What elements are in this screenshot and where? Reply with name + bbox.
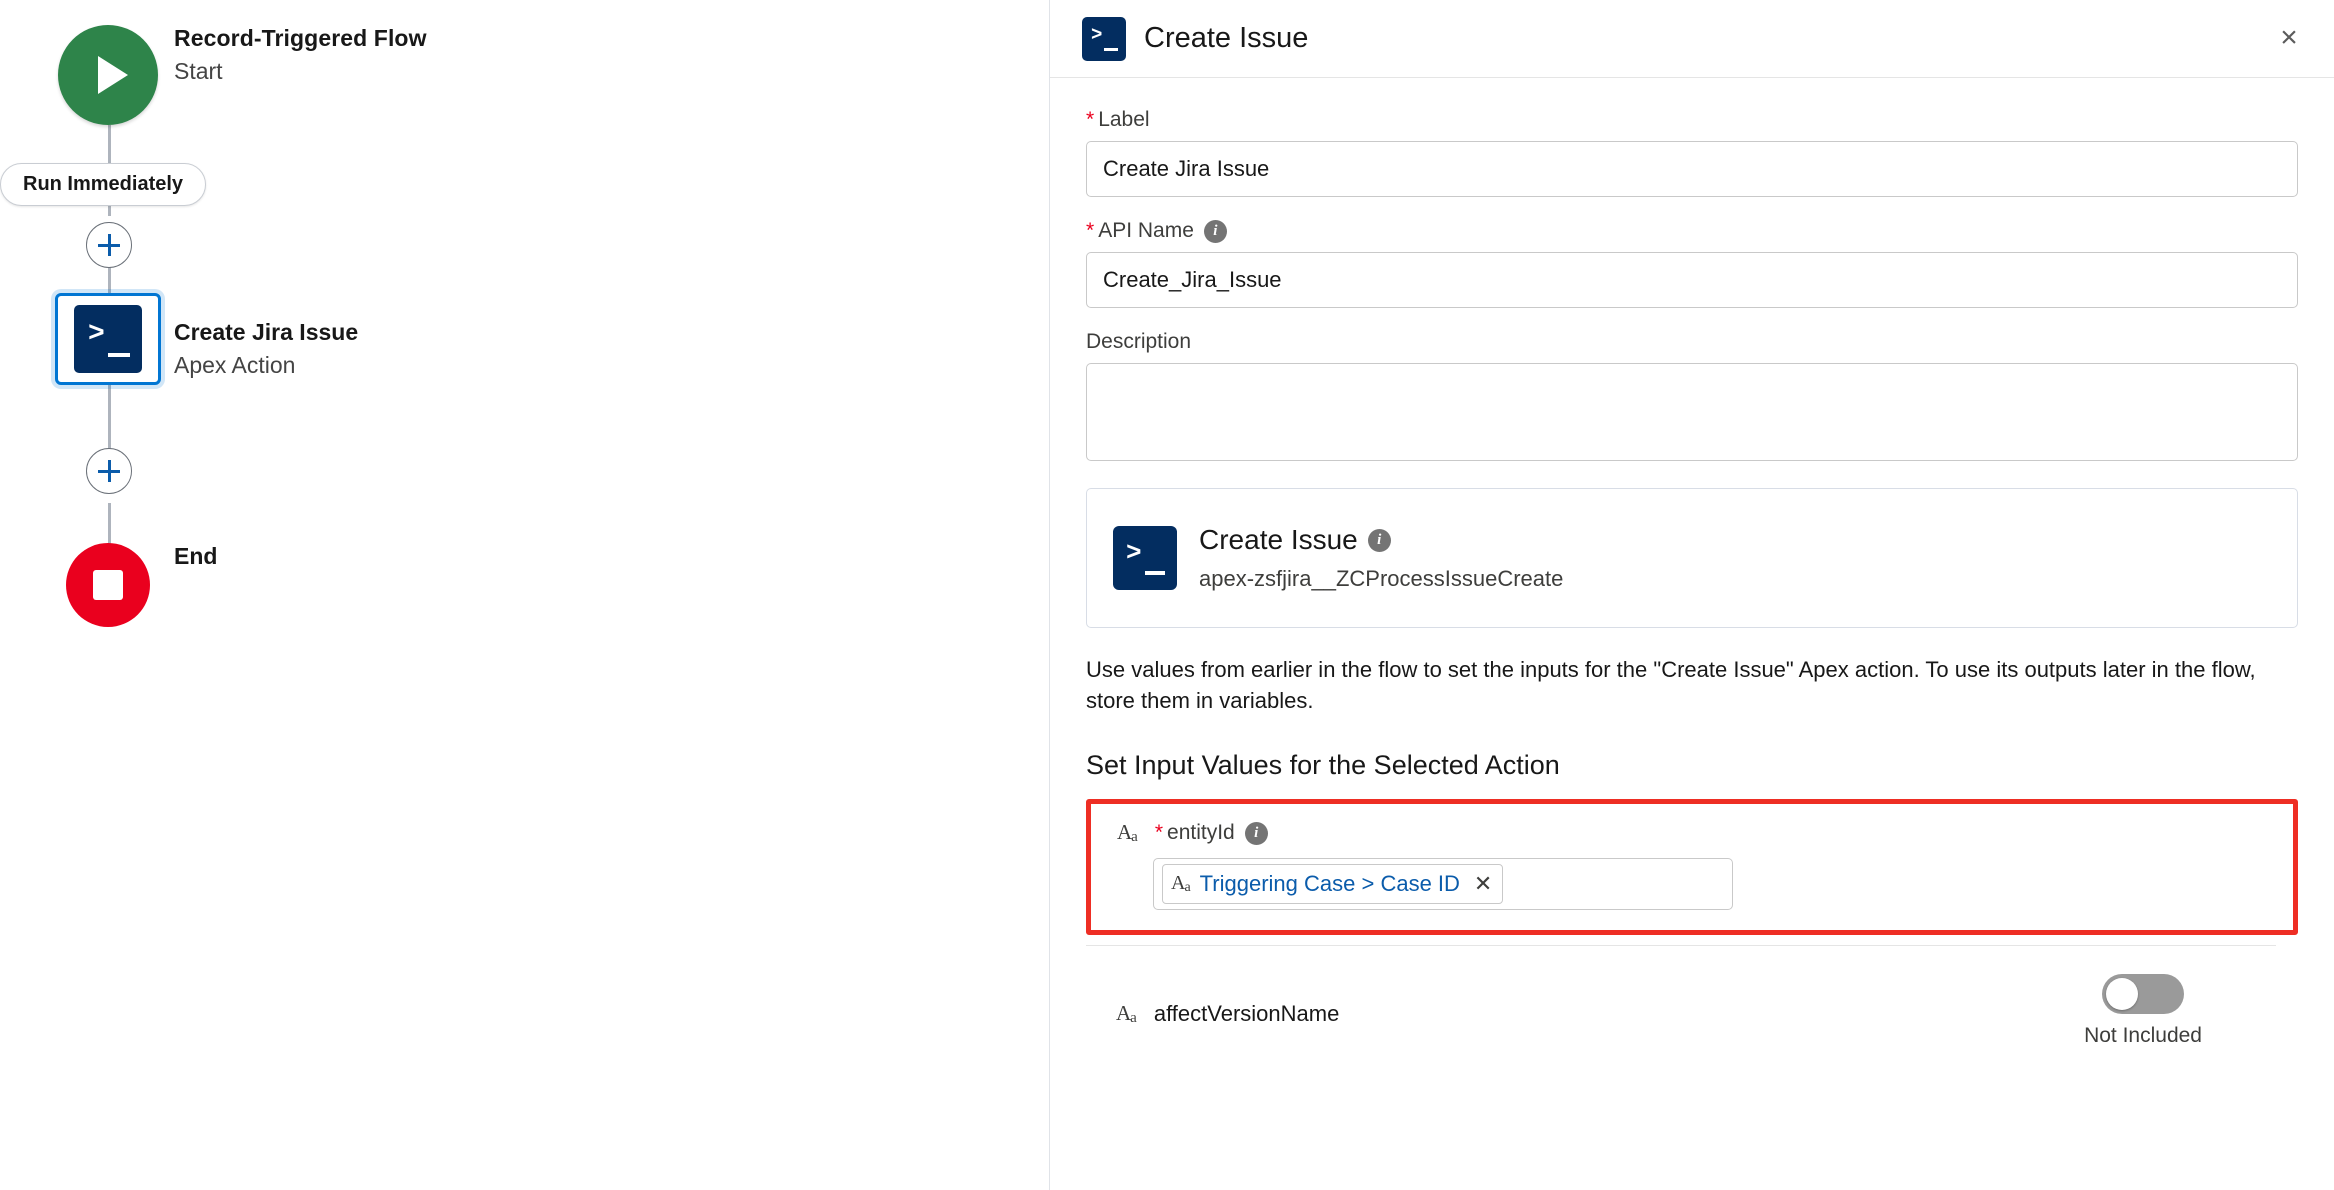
close-icon[interactable]: ✕ xyxy=(1473,871,1493,897)
flow-node-start[interactable] xyxy=(58,25,158,125)
description-field-label xyxy=(1086,330,2298,354)
connector-line xyxy=(108,125,111,165)
entityid-label-row xyxy=(1117,820,2267,846)
flow-node-create-jira-issue[interactable] xyxy=(55,293,161,385)
add-element-button-top[interactable] xyxy=(86,222,132,268)
connector-line xyxy=(108,385,111,457)
end-node-title: End xyxy=(174,543,218,569)
run-immediately-pill[interactable]: Run Immediately xyxy=(0,163,206,206)
entityid-combobox[interactable] xyxy=(1153,858,1733,910)
apex-action-icon: > xyxy=(74,305,142,373)
entityid-token-text: Triggering Case > Case ID xyxy=(1199,871,1460,897)
label-input[interactable] xyxy=(1086,141,2298,197)
info-icon[interactable]: i xyxy=(1245,822,1268,845)
api-name-field-label xyxy=(1086,219,2298,243)
description-textarea[interactable] xyxy=(1086,363,2298,461)
input-row-divider xyxy=(1086,945,2276,946)
api-name-input[interactable] xyxy=(1086,252,2298,308)
api-name-text: API Name xyxy=(1098,219,1194,242)
input-row-affectversionname xyxy=(1086,974,2298,1054)
panel-header xyxy=(1050,0,2334,78)
play-icon xyxy=(98,56,128,94)
section-title-input-values: Set Input Values for the Selected Action xyxy=(1086,750,1560,781)
entityid-label: entityId xyxy=(1167,821,1235,845)
affectversionname-label: affectVersionName xyxy=(1153,1001,1340,1027)
text-type-icon: Aa xyxy=(1171,872,1190,896)
connector-line xyxy=(108,503,111,545)
required-marker: * xyxy=(1086,219,1095,242)
add-element-button-bottom[interactable] xyxy=(86,448,132,494)
stop-icon xyxy=(93,570,123,600)
start-node-title: Record-Triggered Flow xyxy=(174,25,427,51)
required-marker: * xyxy=(1154,821,1164,845)
input-row-entityid-highlight xyxy=(1086,799,2298,935)
action-description-text: Use values from earlier in the flow to set the inputs for the "Create Issue" Apex action. To use its outputs later in the flow, store them in variables. xyxy=(1086,657,2256,714)
action-node-subtitle: Apex Action xyxy=(174,352,296,378)
affectversionname-toggle-label: Not Included xyxy=(2084,1024,2202,1048)
affectversionname-toggle[interactable] xyxy=(2102,974,2184,1014)
affectversionname-toggle-wrap xyxy=(2084,974,2202,1048)
description-field-group xyxy=(1086,330,2298,466)
close-icon[interactable]: × xyxy=(2280,21,2298,54)
panel-body xyxy=(1050,78,2334,1190)
label-field-label xyxy=(1086,108,2298,132)
action-detail-panel xyxy=(1050,0,2334,1190)
text-type-icon: Aa xyxy=(1116,1001,1136,1027)
label-field-group xyxy=(1086,108,2298,197)
selected-action-card xyxy=(1086,488,2298,628)
text-type-icon: Aa xyxy=(1117,820,1137,846)
selected-action-name-row xyxy=(1199,524,1563,556)
info-icon[interactable]: i xyxy=(1368,529,1391,552)
required-marker: * xyxy=(1086,108,1095,131)
selected-action-api: apex-zsfjira__ZCProcessIssueCreate xyxy=(1199,566,1564,591)
flow-canvas[interactable] xyxy=(0,0,1050,1190)
api-name-field-group xyxy=(1086,219,2298,308)
apex-action-icon: > xyxy=(1113,526,1177,590)
apex-action-icon: > xyxy=(1082,17,1126,61)
label-text: Label xyxy=(1098,108,1150,131)
action-node-title: Create Jira Issue xyxy=(174,319,359,345)
selected-action-name: Create Issue xyxy=(1199,524,1358,555)
flow-node-end[interactable] xyxy=(66,543,150,627)
entityid-value-token[interactable] xyxy=(1162,864,1503,904)
description-text: Description xyxy=(1086,330,1192,353)
panel-title: Create Issue xyxy=(1144,22,1309,54)
start-node-subtitle: Start xyxy=(174,58,223,84)
info-icon[interactable]: i xyxy=(1204,220,1227,243)
toggle-knob xyxy=(2106,978,2138,1010)
